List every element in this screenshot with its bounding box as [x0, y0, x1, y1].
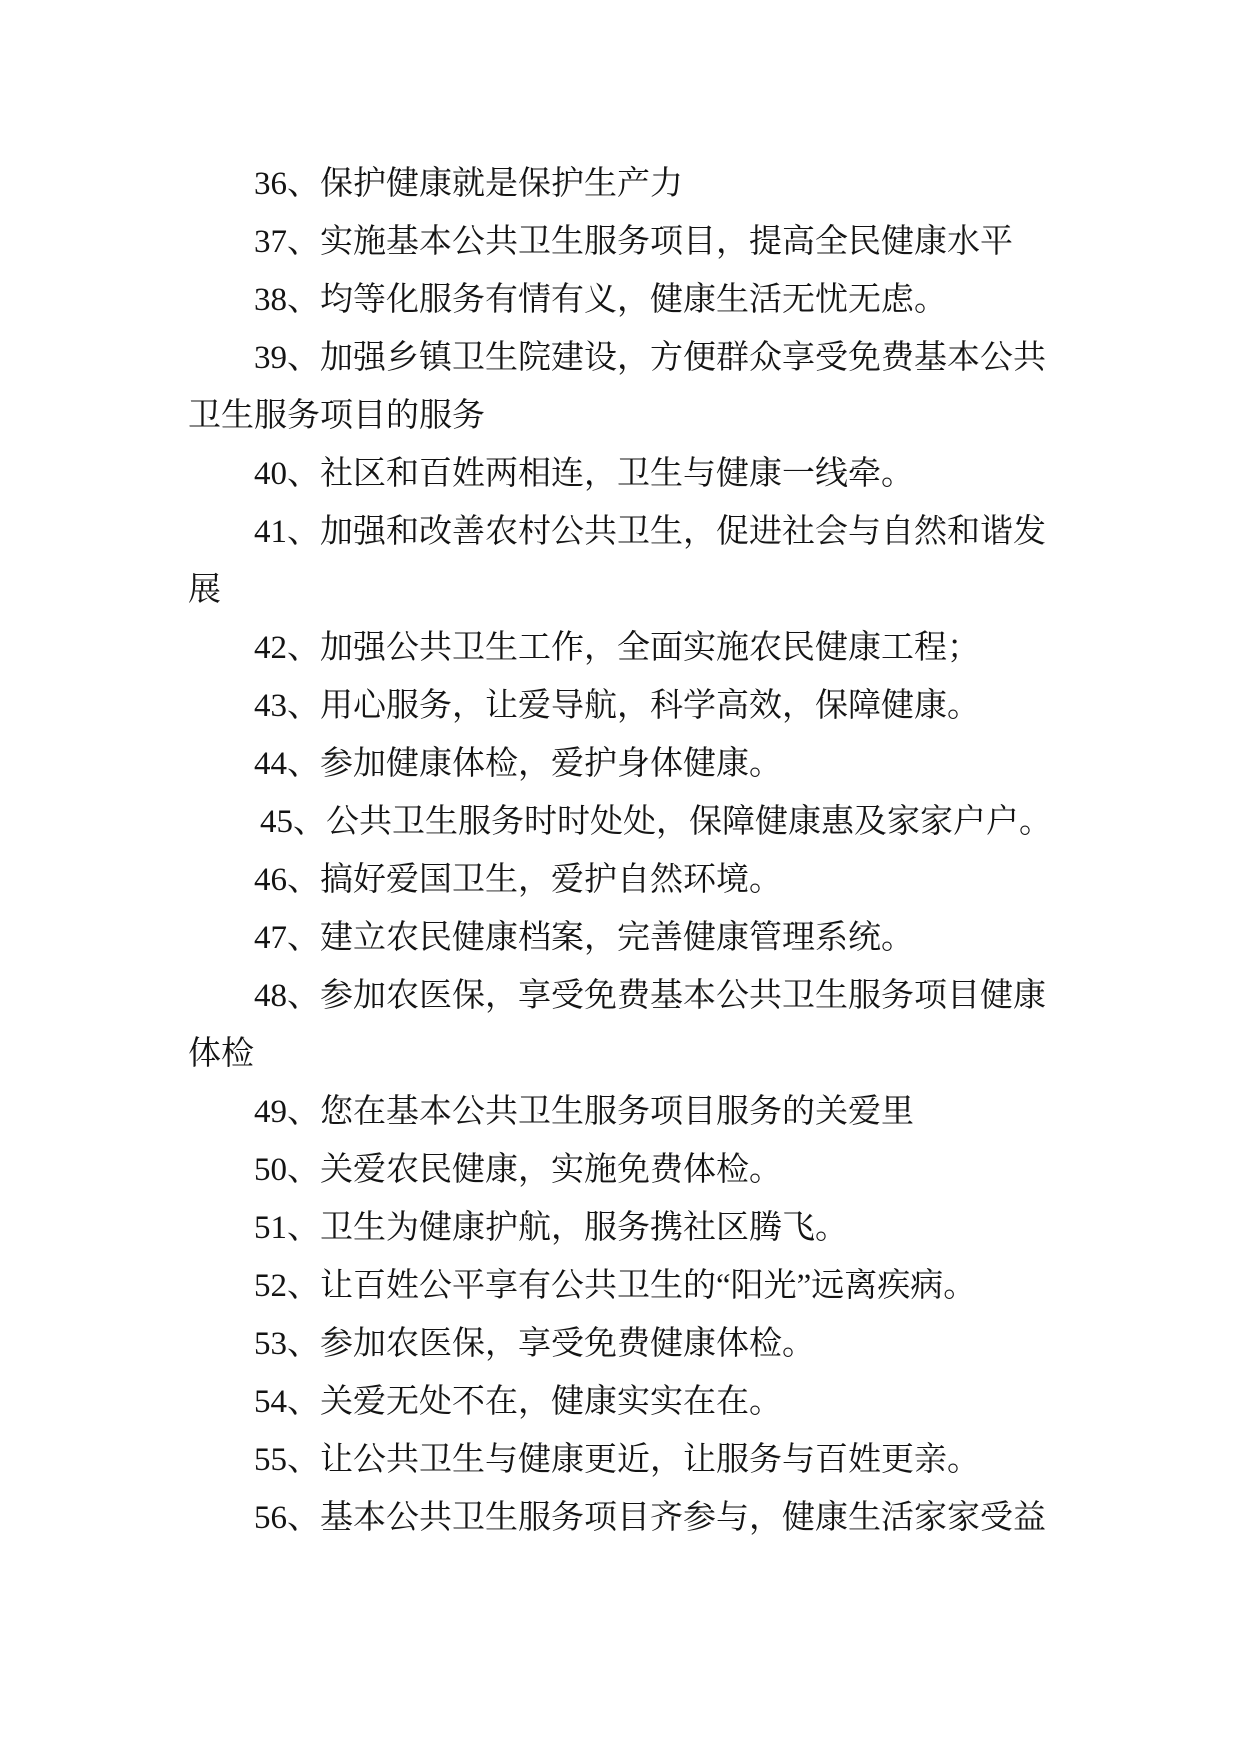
item-text: 53、参加农医保，享受免费健康体检。 [254, 1326, 815, 1362]
item-text: 55、让公共卫生与健康更近，让服务与百姓更亲。 [254, 1442, 980, 1478]
list-item [188, 271, 1054, 329]
item-text: 41、加强和改善农村公共卫生，促进社会与自然和谐发 [254, 514, 1046, 550]
list-item [188, 909, 1054, 967]
item-text: 50、关爱农民健康，实施免费体检。 [254, 1152, 782, 1188]
item-text: 39、加强乡镇卫生院建设，方便群众享受免费基本公共 [254, 340, 1046, 376]
item-text: 40、社区和百姓两相连，卫生与健康一线牵。 [254, 456, 914, 492]
item-text: 43、用心服务，让爱导航，科学高效，保障健康。 [254, 688, 980, 724]
list-item [188, 1141, 1054, 1199]
list-item [188, 1257, 1054, 1315]
list-item [188, 329, 1054, 445]
list-item [188, 1083, 1054, 1141]
item-text: 36、保护健康就是保护生产力 [254, 166, 683, 202]
list-item [188, 1315, 1054, 1373]
list-item [188, 619, 1054, 677]
item-text: 51、卫生为健康护航，服务携社区腾飞。 [254, 1210, 848, 1246]
list-item [188, 445, 1054, 503]
list-item [188, 677, 1054, 735]
list-item [188, 155, 1054, 213]
item-text-continuation: 展 [188, 572, 221, 608]
list-item [188, 1373, 1054, 1431]
list-item [188, 1489, 1054, 1547]
list-item [188, 735, 1054, 793]
list-item [188, 213, 1054, 271]
list-item [188, 851, 1054, 909]
list-item [188, 1199, 1054, 1257]
item-text: 46、搞好爱国卫生，爱护自然环境。 [254, 862, 782, 898]
item-text: 48、参加农医保，享受免费基本公共卫生服务项目健康 [254, 978, 1046, 1014]
list-item [188, 1431, 1054, 1489]
item-text: 37、实施基本公共卫生服务项目，提高全民健康水平 [254, 224, 1013, 260]
item-text-continuation: 卫生服务项目的服务 [188, 398, 485, 434]
item-text: 45、公共卫生服务时时处处，保障健康惠及家家户户。 [260, 804, 1052, 840]
list-item [188, 967, 1054, 1083]
item-text: 54、关爱无处不在，健康实实在在。 [254, 1384, 782, 1420]
item-text: 44、参加健康体检，爱护身体健康。 [254, 746, 782, 782]
item-text: 47、建立农民健康档案，完善健康管理系统。 [254, 920, 914, 956]
list-item [188, 503, 1054, 619]
item-text-continuation: 体检 [188, 1036, 254, 1072]
item-text: 52、让百姓公平享有公共卫生的“阳光”远离疾病。 [254, 1268, 977, 1304]
slogan-list [188, 155, 1054, 1547]
item-text: 38、均等化服务有情有义，健康生活无忧无虑。 [254, 282, 947, 318]
item-text: 49、您在基本公共卫生服务项目服务的关爱里 [254, 1094, 914, 1130]
list-item [188, 793, 1054, 851]
item-text: 56、基本公共卫生服务项目齐参与，健康生活家家受益 [254, 1500, 1046, 1536]
item-text: 42、加强公共卫生工作，全面实施农民健康工程； [254, 630, 980, 666]
